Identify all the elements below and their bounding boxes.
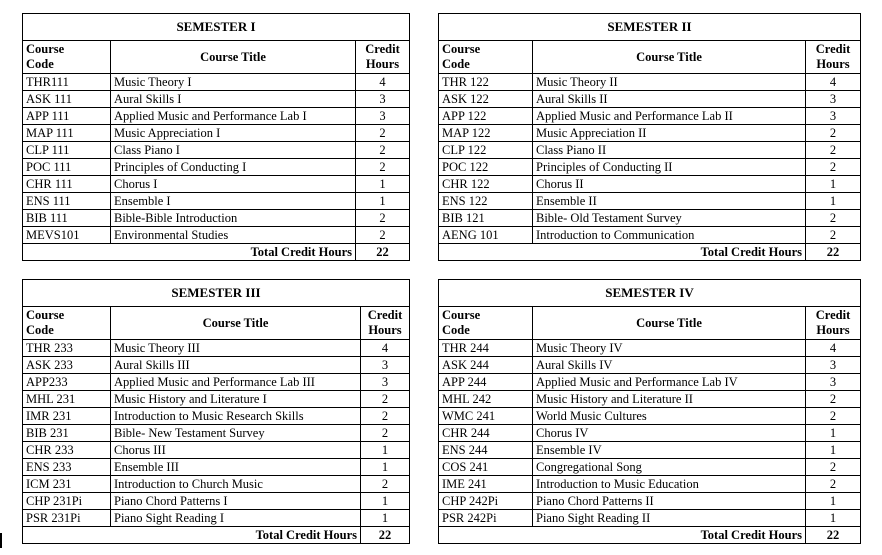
course-title: Chorus III xyxy=(111,442,361,459)
course-code: MAP 122 xyxy=(439,125,533,142)
course-row xyxy=(439,142,861,159)
header-course-code-line1: Course xyxy=(442,308,481,322)
column-header-row xyxy=(23,307,410,340)
course-code: THR 122 xyxy=(439,74,533,91)
course-title: Principles of Conducting I xyxy=(111,159,356,176)
course-code: APP233 xyxy=(23,374,111,391)
course-code: POC 122 xyxy=(439,159,533,176)
course-code: ASK 233 xyxy=(23,357,111,374)
credit-hours: 1 xyxy=(361,493,410,510)
total-row xyxy=(23,244,410,261)
header-credit-hours xyxy=(356,41,410,74)
course-code: ASK 111 xyxy=(23,91,111,108)
credit-hours: 3 xyxy=(806,374,861,391)
semester-1-table xyxy=(22,13,410,261)
course-row xyxy=(23,74,410,91)
course-title: Bible-Bible Introduction xyxy=(111,210,356,227)
semester-title: SEMESTER III xyxy=(23,280,410,307)
semester-3-table xyxy=(22,279,410,544)
course-title: Ensemble III xyxy=(111,459,361,476)
course-code: BIB 231 xyxy=(23,425,111,442)
total-credit-value: 22 xyxy=(356,244,410,261)
header-course-code-line2: Code xyxy=(26,57,54,71)
credit-hours: 4 xyxy=(356,74,410,91)
total-spacer xyxy=(439,244,533,261)
credit-hours: 2 xyxy=(806,476,861,493)
credit-hours: 3 xyxy=(356,108,410,125)
course-code: IME 241 xyxy=(439,476,533,493)
total-credit-label: Total Credit Hours xyxy=(111,527,361,544)
course-code: ASK 122 xyxy=(439,91,533,108)
course-row xyxy=(23,210,410,227)
header-credit-hours xyxy=(806,307,861,340)
course-row xyxy=(439,108,861,125)
credit-hours: 3 xyxy=(806,357,861,374)
course-code: APP 122 xyxy=(439,108,533,125)
header-course-code xyxy=(23,41,111,74)
header-course-code-line2: Code xyxy=(442,57,470,71)
credit-hours: 1 xyxy=(806,510,861,527)
total-credit-label: Total Credit Hours xyxy=(533,527,806,544)
course-row xyxy=(439,476,861,493)
header-credit-line2: Hours xyxy=(368,323,402,337)
semester-title: SEMESTER IV xyxy=(439,280,861,307)
course-code: APP 244 xyxy=(439,374,533,391)
course-title: Music Appreciation I xyxy=(111,125,356,142)
header-credit-line2: Hours xyxy=(365,57,400,71)
header-course-title: Course Title xyxy=(111,307,361,340)
credit-hours: 2 xyxy=(361,476,410,493)
course-title: Congregational Song xyxy=(533,459,806,476)
header-course-code xyxy=(439,41,533,74)
course-title: Music History and Literature II xyxy=(533,391,806,408)
course-title: Music History and Literature I xyxy=(111,391,361,408)
course-title: Introduction to Music Education xyxy=(533,476,806,493)
course-row xyxy=(23,476,410,493)
course-row xyxy=(439,193,861,210)
credit-hours: 2 xyxy=(806,408,861,425)
semester-title-row xyxy=(439,14,861,41)
course-row xyxy=(439,91,861,108)
course-row xyxy=(23,510,410,527)
course-title: Bible- New Testament Survey xyxy=(111,425,361,442)
total-spacer xyxy=(439,527,533,544)
credit-hours: 3 xyxy=(356,91,410,108)
course-title: Environmental Studies xyxy=(111,227,356,244)
course-row xyxy=(439,159,861,176)
header-course-code-line1: Course xyxy=(26,308,65,322)
course-title: Ensemble II xyxy=(533,193,806,210)
semester-title-row xyxy=(23,280,410,307)
header-course-code xyxy=(23,307,111,340)
total-credit-value: 22 xyxy=(806,527,861,544)
course-row xyxy=(23,142,410,159)
course-code: CHR 233 xyxy=(23,442,111,459)
credit-hours: 2 xyxy=(356,210,410,227)
course-row xyxy=(439,176,861,193)
course-code: CLP 122 xyxy=(439,142,533,159)
header-credit-line2: Hours xyxy=(816,57,850,71)
course-title: World Music Cultures xyxy=(533,408,806,425)
course-title: Music Appreciation II xyxy=(533,125,806,142)
credit-hours: 3 xyxy=(361,357,410,374)
course-code: THR111 xyxy=(23,74,111,91)
course-title: Introduction to Communication xyxy=(533,227,806,244)
course-code: ENS 244 xyxy=(439,442,533,459)
credit-hours: 4 xyxy=(806,340,861,357)
total-row xyxy=(439,527,861,544)
course-code: ICM 231 xyxy=(23,476,111,493)
course-row xyxy=(23,108,410,125)
course-title: Applied Music and Performance Lab III xyxy=(111,374,361,391)
header-course-code-line2: Code xyxy=(442,323,470,337)
total-row xyxy=(439,244,861,261)
credit-hours: 1 xyxy=(806,442,861,459)
course-code: PSR 242Pi xyxy=(439,510,533,527)
credit-hours: 2 xyxy=(356,142,410,159)
credit-hours: 2 xyxy=(356,227,410,244)
course-row xyxy=(439,340,861,357)
total-credit-value: 22 xyxy=(361,527,410,544)
course-title: Music Theory III xyxy=(111,340,361,357)
column-header-row xyxy=(439,41,861,74)
credit-hours: 2 xyxy=(806,459,861,476)
credit-hours: 4 xyxy=(806,74,861,91)
course-title: Aural Skills IV xyxy=(533,357,806,374)
credit-hours: 2 xyxy=(806,227,861,244)
semester-4-table xyxy=(438,279,861,544)
course-row xyxy=(23,493,410,510)
total-credit-label: Total Credit Hours xyxy=(533,244,806,261)
course-title: Piano Sight Reading I xyxy=(111,510,361,527)
credit-hours: 4 xyxy=(361,340,410,357)
total-spacer xyxy=(23,244,111,261)
course-row xyxy=(23,425,410,442)
semester-title: SEMESTER II xyxy=(439,14,861,41)
credit-hours: 2 xyxy=(806,210,861,227)
total-row xyxy=(23,527,410,544)
page-marker xyxy=(0,533,2,548)
course-code: ASK 244 xyxy=(439,357,533,374)
header-course-title: Course Title xyxy=(533,307,806,340)
course-row xyxy=(23,459,410,476)
credit-hours: 2 xyxy=(806,142,861,159)
column-header-row xyxy=(439,307,861,340)
credit-hours: 1 xyxy=(361,442,410,459)
header-course-code-line1: Course xyxy=(442,42,481,56)
course-title: Bible- Old Testament Survey xyxy=(533,210,806,227)
course-code: AENG 101 xyxy=(439,227,533,244)
header-course-code-line2: Code xyxy=(26,323,54,337)
course-row xyxy=(23,193,410,210)
course-title: Music Theory I xyxy=(111,74,356,91)
course-title: Principles of Conducting II xyxy=(533,159,806,176)
course-title: Applied Music and Performance Lab I xyxy=(111,108,356,125)
course-row xyxy=(23,176,410,193)
credit-hours: 2 xyxy=(361,408,410,425)
course-row xyxy=(439,425,861,442)
course-title: Piano Sight Reading II xyxy=(533,510,806,527)
header-credit-hours xyxy=(806,41,861,74)
credit-hours: 1 xyxy=(356,176,410,193)
header-credit-line1: Credit xyxy=(365,42,400,56)
course-row xyxy=(439,227,861,244)
course-title: Aural Skills I xyxy=(111,91,356,108)
credit-hours: 1 xyxy=(806,193,861,210)
course-code: MHL 242 xyxy=(439,391,533,408)
course-row xyxy=(439,357,861,374)
column-header-row xyxy=(23,41,410,74)
credit-hours: 3 xyxy=(361,374,410,391)
course-row xyxy=(23,340,410,357)
header-course-code xyxy=(439,307,533,340)
course-row xyxy=(439,442,861,459)
credit-hours: 1 xyxy=(361,459,410,476)
course-row xyxy=(23,391,410,408)
course-code: THR 244 xyxy=(439,340,533,357)
credit-hours: 3 xyxy=(806,91,861,108)
semester-2-table xyxy=(438,13,861,261)
course-row xyxy=(439,210,861,227)
course-row xyxy=(23,159,410,176)
header-credit-line1: Credit xyxy=(367,308,403,322)
header-course-code-line1: Course xyxy=(26,42,65,56)
course-code: BIB 121 xyxy=(439,210,533,227)
course-title: Chorus IV xyxy=(533,425,806,442)
course-title: Aural Skills III xyxy=(111,357,361,374)
course-row xyxy=(23,91,410,108)
course-code: THR 233 xyxy=(23,340,111,357)
total-credit-value: 22 xyxy=(806,244,861,261)
course-code: POC 111 xyxy=(23,159,111,176)
course-title: Introduction to Church Music xyxy=(111,476,361,493)
header-credit-line1: Credit xyxy=(815,42,851,56)
course-title: Music Theory II xyxy=(533,74,806,91)
credit-hours: 1 xyxy=(356,193,410,210)
credit-hours: 2 xyxy=(356,159,410,176)
course-title: Class Piano I xyxy=(111,142,356,159)
course-row xyxy=(439,125,861,142)
total-credit-label: Total Credit Hours xyxy=(111,244,356,261)
course-title: Ensemble I xyxy=(111,193,356,210)
course-title: Applied Music and Performance Lab IV xyxy=(533,374,806,391)
course-row xyxy=(23,125,410,142)
credit-hours: 2 xyxy=(806,125,861,142)
course-code: CLP 111 xyxy=(23,142,111,159)
course-code: IMR 231 xyxy=(23,408,111,425)
course-title: Aural Skills II xyxy=(533,91,806,108)
course-title: Piano Chord Patterns I xyxy=(111,493,361,510)
course-title: Chorus I xyxy=(111,176,356,193)
header-course-title: Course Title xyxy=(533,41,806,74)
credit-hours: 3 xyxy=(806,108,861,125)
course-row xyxy=(439,459,861,476)
credit-hours: 1 xyxy=(806,176,861,193)
course-row xyxy=(439,408,861,425)
course-row xyxy=(23,227,410,244)
course-row xyxy=(439,510,861,527)
course-code: ENS 122 xyxy=(439,193,533,210)
course-row xyxy=(23,408,410,425)
course-code: APP 111 xyxy=(23,108,111,125)
credit-hours: 2 xyxy=(361,391,410,408)
credit-hours: 1 xyxy=(361,510,410,527)
course-row xyxy=(439,374,861,391)
course-code: CHP 231Pi xyxy=(23,493,111,510)
course-code: MHL 231 xyxy=(23,391,111,408)
course-title: Class Piano II xyxy=(533,142,806,159)
total-spacer xyxy=(23,527,111,544)
credit-hours: 1 xyxy=(806,493,861,510)
course-code: WMC 241 xyxy=(439,408,533,425)
course-row xyxy=(23,442,410,459)
course-code: CHR 244 xyxy=(439,425,533,442)
course-title: Introduction to Music Research Skills xyxy=(111,408,361,425)
semester-title: SEMESTER I xyxy=(23,14,410,41)
header-credit-line1: Credit xyxy=(815,308,851,322)
course-title: Applied Music and Performance Lab II xyxy=(533,108,806,125)
credit-hours: 2 xyxy=(806,391,861,408)
credit-hours: 2 xyxy=(806,159,861,176)
course-title: Chorus II xyxy=(533,176,806,193)
course-code: CHR 111 xyxy=(23,176,111,193)
header-course-title: Course Title xyxy=(111,41,356,74)
course-code: ENS 111 xyxy=(23,193,111,210)
credit-hours: 2 xyxy=(361,425,410,442)
header-credit-line2: Hours xyxy=(816,323,850,337)
course-title: Ensemble IV xyxy=(533,442,806,459)
course-code: PSR 231Pi xyxy=(23,510,111,527)
course-row xyxy=(23,374,410,391)
course-code: MAP 111 xyxy=(23,125,111,142)
semester-title-row xyxy=(439,280,861,307)
credit-hours: 2 xyxy=(356,125,410,142)
course-title: Piano Chord Patterns II xyxy=(533,493,806,510)
course-code: ENS 233 xyxy=(23,459,111,476)
course-row xyxy=(23,357,410,374)
course-code: COS 241 xyxy=(439,459,533,476)
course-row xyxy=(439,391,861,408)
course-row xyxy=(439,74,861,91)
credit-hours: 1 xyxy=(806,425,861,442)
course-code: BIB 111 xyxy=(23,210,111,227)
course-code: MEVS101 xyxy=(23,227,111,244)
course-code: CHR 122 xyxy=(439,176,533,193)
course-title: Music Theory IV xyxy=(533,340,806,357)
header-credit-hours xyxy=(361,307,410,340)
semester-title-row xyxy=(23,14,410,41)
course-row xyxy=(439,493,861,510)
course-code: CHP 242Pi xyxy=(439,493,533,510)
